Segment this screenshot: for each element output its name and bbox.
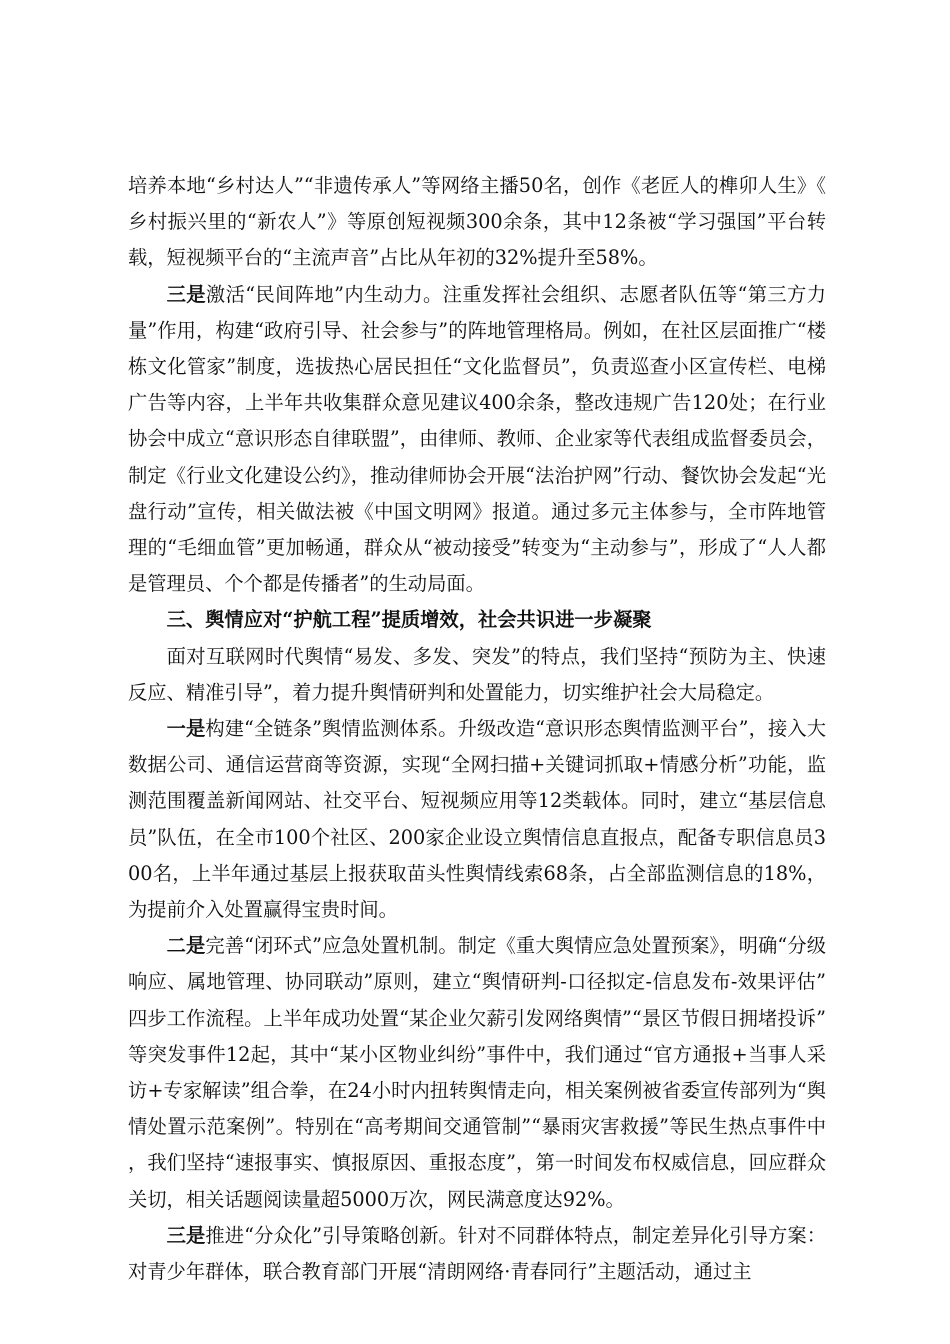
paragraph-one-is-monitoring <box>128 711 826 928</box>
paragraph-lead: 一是 <box>166 717 206 741</box>
paragraph-continued <box>128 168 826 277</box>
paragraph-text: 完善“闭环式”应急处置机制。制定《重大舆情应急处置预案》，明确“分级响应、属地管理、协同联动”原则，建立“舆情研判-口径拟定-信息发布-效果评估”四步工作流程。上半年成功处置“某企业欠薪引发网络舆情”“景区节假日拥堵投诉”等突发事件12起，其中“某小区物业纠纷”事件中，我们通过“官方通报+当事人采访+专家解读”组合拳，在24小时内扭转舆情走向，相关案例被省委宣传部列为“舆情处置示范案例”。特别在“高考期间交通管制”“暴雨灾害救援”等民生热点事件中，我们坚持“速报事实、慎报原因、重报态度”，第一时间发布权威信息，回应群众关切，相关话题阅读量超5000万次，网民满意度达92%。 <box>128 934 826 1211</box>
paragraph-three-is-grassroots <box>128 277 826 603</box>
paragraph-text: 推进“分众化”引导策略创新。针对不同群体特点，制定差异化引导方案：对青少年群体，联合教育部门开展“清朗网络·青春同行”主题活动，通过主 <box>128 1223 826 1284</box>
paragraph-intro <box>128 639 826 711</box>
section-heading <box>128 602 826 638</box>
paragraph-three-is-guidance <box>128 1218 826 1290</box>
section-heading-text: 三、舆情应对“护航工程”提质增效，社会共识进一步凝聚 <box>166 608 652 632</box>
paragraph-lead: 三是 <box>166 1223 206 1247</box>
paragraph-lead: 二是 <box>166 934 206 958</box>
paragraph-text: 构建“全链条”舆情监测体系。升级改造“意识形态舆情监测平台”，接入大数据公司、通信运营商等资源，实现“全网扫描+关键词抓取+情感分析”功能，监测范围覆盖新闻网站、社交平台、短视频应用等12类载体。同时，建立“基层信息员”队伍，在全市100个社区、200家企业设立舆情信息直报点，配备专职信息员300名，上半年通过基层上报获取苗头性舆情线索68条，占全部监测信息的18%，为提前介入处置赢得宝贵时间。 <box>128 717 826 922</box>
paragraph-text: 面对互联网时代舆情“易发、多发、突发”的特点，我们坚持“预防为主、快速反应、精准引导”，着力提升舆情研判和处置能力，切实维护社会大局稳定。 <box>128 644 826 704</box>
paragraph-two-is-response <box>128 928 826 1218</box>
paragraph-lead: 三是 <box>166 282 206 306</box>
document-body <box>128 168 826 1290</box>
paragraph-text: 激活“民间阵地”内生动力。注重发挥社会组织、志愿者队伍等“第三方力量”作用，构建“政府引导、社会参与”的阵地管理格局。例如，在社区层面推广“楼栋文化管家”制度，选拔热心居民担任“文化监督员”，负责巡查小区宣传栏、电梯广告等内容，上半年共收集群众意见建议400余条，整改违规广告120处；在行业协会中成立“意识形态自律联盟”，由律师、教师、企业家等代表组成监督委员会，制定《行业文化建设公约》，推动律师协会开展“法治护网”行动、餐饮协会发起“光盘行动”宣传，相关做法被《中国文明网》报道。通过多元主体参与，全市阵地管理的“毛细血管”更加畅通，群众从“被动接受”转变为“主动参与”，形成了“人人都是管理员、个个都是传播者”的生动局面。 <box>128 282 827 596</box>
paragraph-text: 培养本地“乡村达人”“非遗传承人”等网络主播50名，创作《老匠人的榫卯人生》《乡村振兴里的“新农人”》等原创短视频300余条，其中12条被“学习强国”平台转载，短视频平台的“主流声音”占比从年初的32%提升至58%。 <box>128 174 826 270</box>
